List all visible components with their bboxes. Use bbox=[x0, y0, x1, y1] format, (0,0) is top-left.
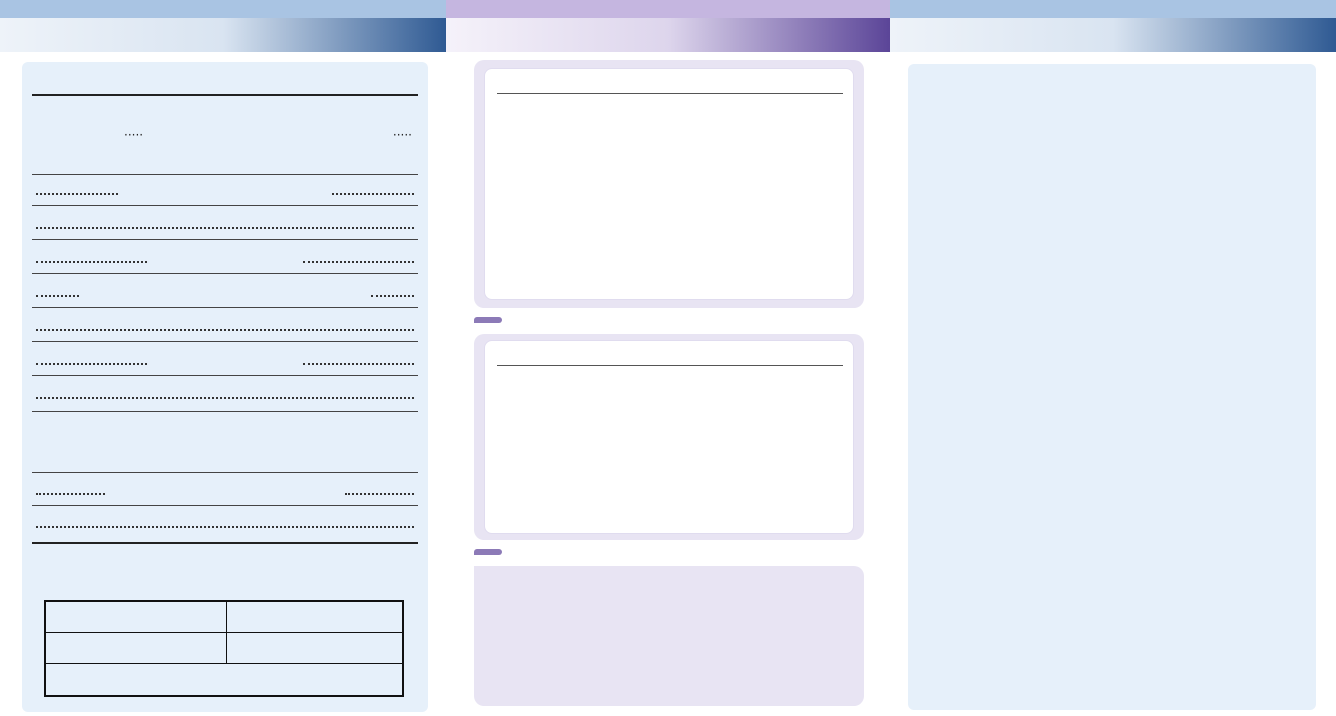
scope-line bbox=[934, 72, 958, 87]
afternoon-column bbox=[446, 52, 890, 716]
afternoon-order-box bbox=[474, 60, 864, 308]
divider bbox=[32, 94, 418, 96]
morning-header bbox=[0, 0, 446, 52]
order-row bbox=[32, 182, 418, 202]
bible-study-box bbox=[908, 64, 1316, 710]
table-row bbox=[46, 602, 402, 633]
afternoon-header bbox=[446, 0, 890, 52]
order-row bbox=[32, 216, 418, 236]
order-row bbox=[32, 352, 418, 372]
bible-study-column bbox=[890, 52, 1336, 716]
order-row bbox=[32, 250, 418, 270]
wed-label bbox=[474, 317, 502, 323]
wed-order-box bbox=[474, 334, 864, 540]
order-row bbox=[32, 318, 418, 338]
morning-order-box bbox=[22, 62, 428, 712]
offering-committee bbox=[46, 664, 54, 695]
sermon-row bbox=[32, 422, 418, 466]
bible-study-header bbox=[890, 0, 1336, 52]
prayer-label bbox=[474, 549, 502, 555]
duty-table bbox=[44, 600, 404, 697]
morning-column bbox=[0, 52, 446, 716]
prayer-box bbox=[474, 566, 864, 706]
order-row bbox=[32, 284, 418, 304]
order-row bbox=[32, 386, 418, 406]
praise-row: ····· ····· bbox=[124, 128, 412, 142]
order-row bbox=[32, 515, 418, 535]
table-row bbox=[46, 664, 402, 695]
prayer-item bbox=[484, 624, 850, 656]
order-row bbox=[32, 482, 418, 502]
table-row bbox=[46, 633, 402, 664]
prayer-item bbox=[484, 586, 850, 624]
